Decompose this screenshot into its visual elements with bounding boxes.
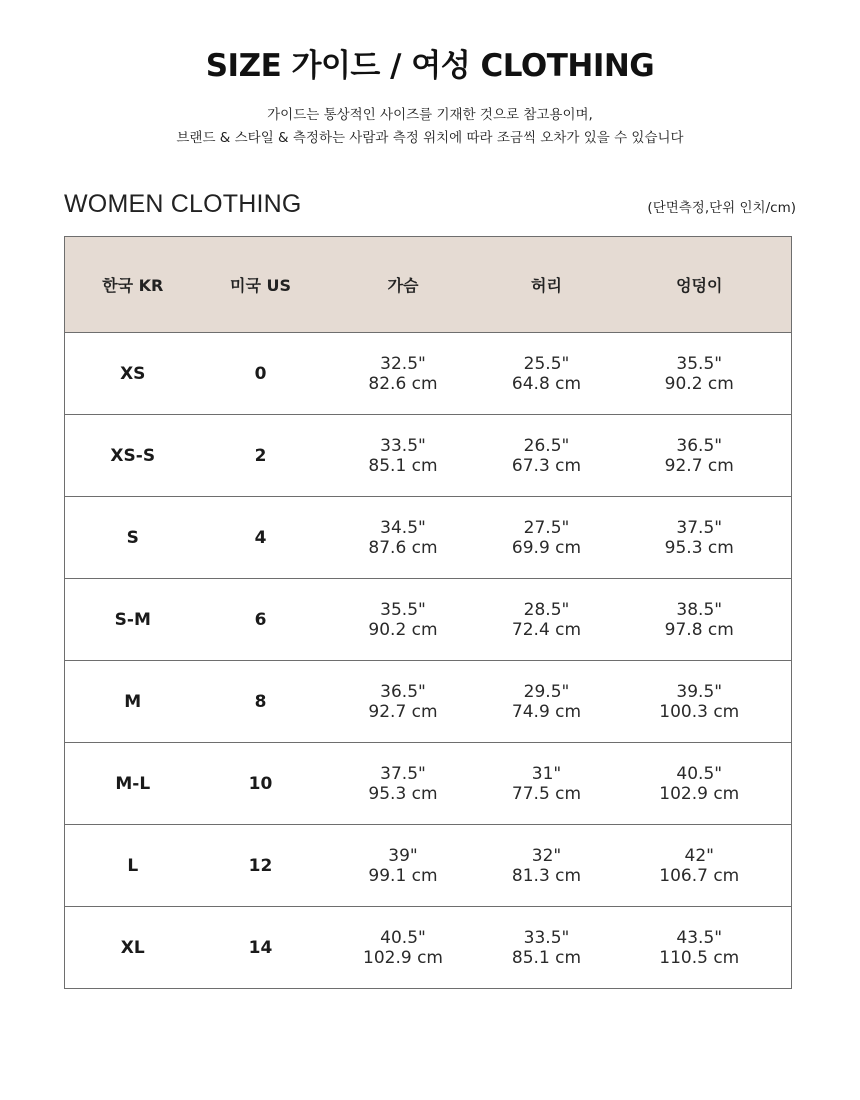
chest-cell xyxy=(321,333,486,415)
waist-cell xyxy=(486,743,608,825)
hip-cell-inches: 37.5" xyxy=(676,517,723,538)
intro-notice xyxy=(0,104,860,150)
waist-cell xyxy=(486,907,608,989)
waist-cell xyxy=(486,497,608,579)
waist-cell-cm: 69.9 cm xyxy=(511,537,582,558)
header-hip: 엉덩이 xyxy=(608,237,792,333)
header-chest: 가슴 xyxy=(321,237,486,333)
chest-cell xyxy=(321,907,486,989)
waist-cell-inches: 26.5" xyxy=(523,435,570,456)
waist-cell xyxy=(486,333,608,415)
hip-cell xyxy=(608,497,792,579)
kr-size-cell: XL xyxy=(65,907,201,989)
table-row xyxy=(65,907,792,989)
table-row xyxy=(65,743,792,825)
hip-cell-cm: 110.5 cm xyxy=(659,947,740,968)
waist-cell-cm: 74.9 cm xyxy=(511,701,582,722)
chest-cell-cm: 92.7 cm xyxy=(368,701,438,722)
intro-line-2: 브랜드 & 스타일 & 측정하는 사람과 측정 위치에 따라 조금씩 오차가 있을 수 있습니다 xyxy=(176,130,684,146)
hip-cell xyxy=(608,661,792,743)
hip-cell-cm: 97.8 cm xyxy=(664,619,734,640)
kr-size-cell: S-M xyxy=(65,579,201,661)
hip-cell xyxy=(608,743,792,825)
table-row xyxy=(65,497,792,579)
kr-size-cell: S xyxy=(65,497,201,579)
chest-cell-cm: 102.9 cm xyxy=(363,947,443,968)
waist-cell xyxy=(486,825,608,907)
hip-cell xyxy=(608,579,792,661)
hip-cell-cm: 106.7 cm xyxy=(659,865,740,886)
chest-cell-cm: 95.3 cm xyxy=(368,783,438,804)
waist-cell-inches: 29.5" xyxy=(523,681,570,702)
hip-cell-inches: 38.5" xyxy=(676,599,723,620)
table-body xyxy=(65,333,792,989)
us-size-cell: 8 xyxy=(201,661,321,743)
chest-cell-inches: 37.5" xyxy=(380,763,426,784)
kr-size-cell: M xyxy=(65,661,201,743)
table-row xyxy=(65,825,792,907)
hip-cell-inches: 43.5" xyxy=(676,927,723,948)
waist-cell-inches: 28.5" xyxy=(523,599,570,620)
chest-cell-inches: 39" xyxy=(388,845,418,866)
waist-cell xyxy=(486,661,608,743)
us-size-cell: 4 xyxy=(201,497,321,579)
page-title: SIZE 가이드 / 여성 CLOTHING xyxy=(205,48,655,84)
chest-cell-cm: 82.6 cm xyxy=(368,373,438,394)
chest-cell-inches: 33.5" xyxy=(380,435,426,456)
intro-line-1: 가이드는 통상적인 사이즈를 기재한 것으로 참고용이며, xyxy=(267,107,593,123)
hip-cell xyxy=(608,907,792,989)
us-size-cell: 6 xyxy=(201,579,321,661)
waist-cell-cm: 81.3 cm xyxy=(511,865,582,886)
chest-cell xyxy=(321,497,486,579)
chest-cell xyxy=(321,743,486,825)
hip-cell-cm: 95.3 cm xyxy=(664,537,734,558)
size-table xyxy=(64,236,792,989)
table-header-row xyxy=(65,237,792,333)
kr-size-cell: XS xyxy=(65,333,201,415)
hip-cell xyxy=(608,333,792,415)
hip-cell-inches: 42" xyxy=(684,845,714,866)
hip-cell xyxy=(608,415,792,497)
chest-cell xyxy=(321,825,486,907)
hip-cell-cm: 100.3 cm xyxy=(659,701,740,722)
header-waist: 허리 xyxy=(486,237,608,333)
waist-cell-inches: 25.5" xyxy=(523,353,570,374)
waist-cell xyxy=(486,415,608,497)
hip-cell-inches: 39.5" xyxy=(676,681,723,702)
chest-cell-cm: 85.1 cm xyxy=(368,455,438,476)
waist-cell-cm: 85.1 cm xyxy=(511,947,582,968)
waist-cell-inches: 33.5" xyxy=(523,927,570,948)
us-size-cell: 12 xyxy=(201,825,321,907)
hip-cell-inches: 40.5" xyxy=(676,763,723,784)
table-row xyxy=(65,415,792,497)
chest-cell-cm: 99.1 cm xyxy=(368,865,438,886)
us-size-cell: 0 xyxy=(201,333,321,415)
section-title: WOMEN CLOTHING xyxy=(64,190,302,218)
unit-note: (단면측정,단위 인치/cm) xyxy=(647,200,796,216)
header-us: 미국 US xyxy=(201,237,321,333)
waist-cell-cm: 77.5 cm xyxy=(511,783,582,804)
table-row xyxy=(65,579,792,661)
us-size-cell: 14 xyxy=(201,907,321,989)
us-size-cell: 2 xyxy=(201,415,321,497)
chest-cell-cm: 90.2 cm xyxy=(368,619,438,640)
waist-cell-cm: 72.4 cm xyxy=(511,619,582,640)
waist-cell-cm: 64.8 cm xyxy=(511,373,582,394)
chest-cell-cm: 87.6 cm xyxy=(368,537,438,558)
kr-size-cell: XS-S xyxy=(65,415,201,497)
us-size-cell: 10 xyxy=(201,743,321,825)
hip-cell xyxy=(608,825,792,907)
hip-cell-inches: 36.5" xyxy=(676,435,723,456)
kr-size-cell: L xyxy=(65,825,201,907)
waist-cell xyxy=(486,579,608,661)
hip-cell-cm: 92.7 cm xyxy=(664,455,734,476)
chest-cell xyxy=(321,415,486,497)
chest-cell-inches: 36.5" xyxy=(380,681,426,702)
chest-cell xyxy=(321,579,486,661)
table-row xyxy=(65,661,792,743)
kr-size-cell: M-L xyxy=(65,743,201,825)
chest-cell-inches: 40.5" xyxy=(380,927,426,948)
hip-cell-cm: 102.9 cm xyxy=(659,783,740,804)
waist-cell-cm: 67.3 cm xyxy=(511,455,582,476)
chest-cell xyxy=(321,661,486,743)
chest-cell-inches: 34.5" xyxy=(380,517,426,538)
table-row xyxy=(65,333,792,415)
waist-cell-inches: 31" xyxy=(531,763,562,784)
chest-cell-inches: 32.5" xyxy=(380,353,426,374)
header-kr: 한국 KR xyxy=(65,237,201,333)
chest-cell-inches: 35.5" xyxy=(380,599,426,620)
hip-cell-inches: 35.5" xyxy=(676,353,723,374)
waist-cell-inches: 27.5" xyxy=(523,517,570,538)
waist-cell-inches: 32" xyxy=(531,845,562,866)
hip-cell-cm: 90.2 cm xyxy=(664,373,734,394)
